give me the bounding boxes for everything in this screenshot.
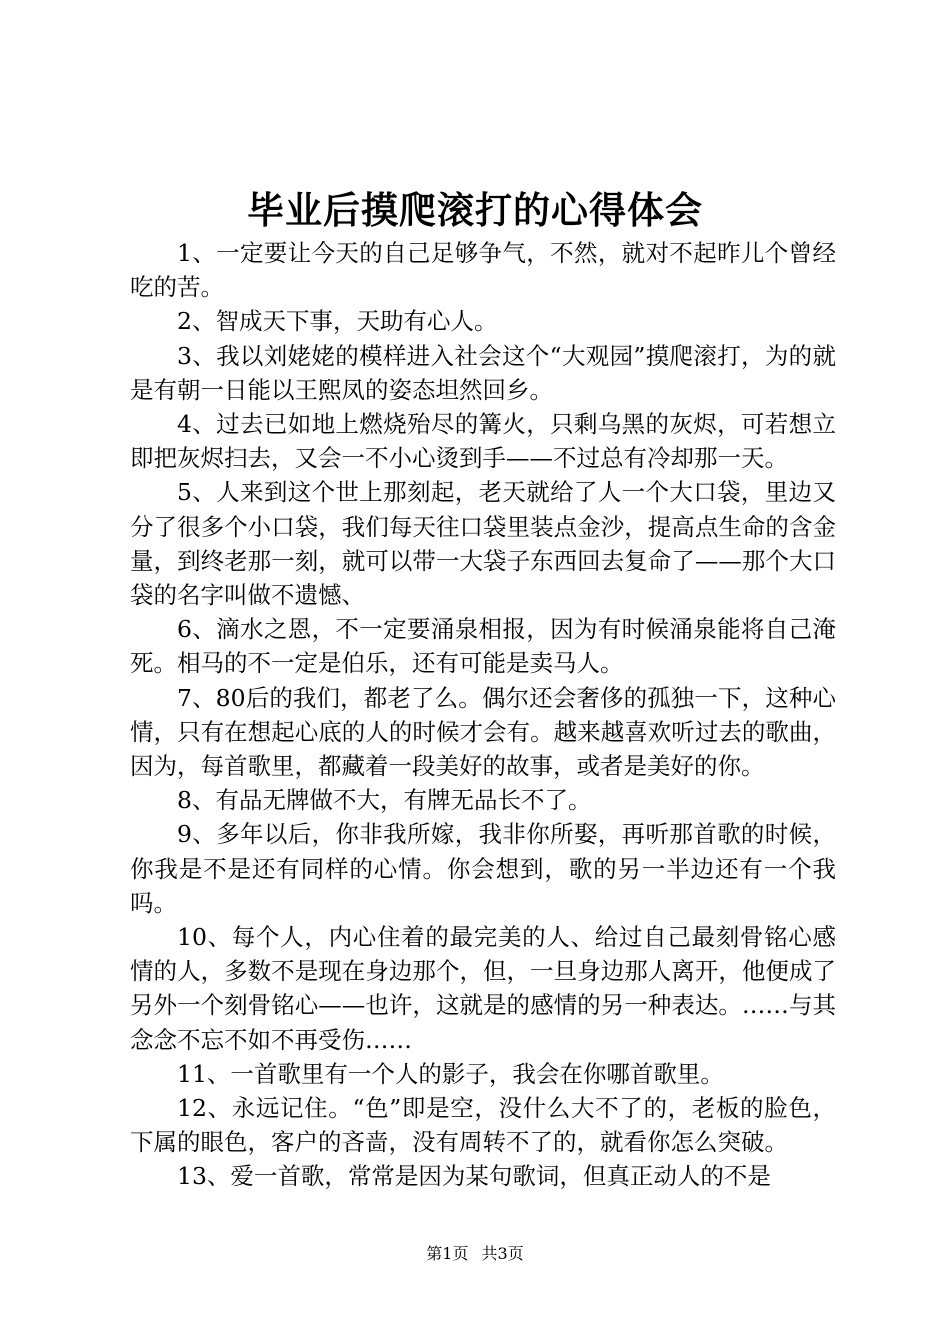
paragraph-7: 7、80后的我们，都老了么。偶尔还会奢侈的孤独一下，这种心情，只有在想起心底的人的时候才会有。越来越喜欢听过去的歌曲，因为，每首歌里，都藏着一段美好的故事，或者是美好的你。 bbox=[130, 683, 836, 781]
document-title: 毕业后摸爬滚打的心得体会 bbox=[247, 188, 703, 232]
paragraph-9: 9、多年以后，你非我所嫁，我非你所娶，再听那首歌的时候，你我是不是还有同样的心情。你会想到，歌的另一半边还有一个我吗。 bbox=[130, 820, 836, 917]
paragraph-2: 2、智成天下事，天助有心人。 bbox=[177, 307, 498, 336]
paragraph-10: 10、每个人，内心住着的最完美的人、给过自己最刻骨铭心感情的人，多数不是现在身边那个，但，一旦身边那人离开，他便成了另外一个刻骨铭心——也许，这就是的感情的另一种表达。……与其念念不忘不如不再受伤…… bbox=[130, 923, 836, 1054]
paragraph-11: 11、一首歌里有一个人的影子，我会在你哪首歌里。 bbox=[177, 1059, 724, 1088]
paragraph-4: 4、过去已如地上燃烧殆尽的篝火，只剩乌黑的灰烬，可若想立即把灰烬扫去，又会一不小心烫到手——不过总有冷却那一天。 bbox=[130, 410, 836, 473]
paragraph-12: 12、永远记住。“色”即是空，没什么大不了的，老板的脸色，下属的眼色，客户的吝啬，没有周转不了的，就看你怎么突破。 bbox=[130, 1094, 836, 1157]
document-body bbox=[130, 236, 836, 1194]
paragraph-8: 8、有品无牌做不大，有牌无品长不了。 bbox=[177, 786, 592, 815]
page-total: 共3页 bbox=[481, 1244, 524, 1263]
page-number: 第1页 bbox=[426, 1244, 469, 1263]
paragraph-1: 1、一定要让今天的自己足够争气，不然，就对不起昨儿个曾经吃的苦。 bbox=[130, 239, 836, 302]
paragraph-6: 6、滴水之恩，不一定要涌泉相报，因为有时候涌泉能将自己淹死。相马的不一定是伯乐，还有可能是卖马人。 bbox=[130, 615, 836, 678]
paragraph-3: 3、我以刘姥姥的模样进入社会这个“大观园”摸爬滚打，为的就是有朝一日能以王熙凤的姿态坦然回乡。 bbox=[130, 341, 836, 404]
page-footer bbox=[0, 1242, 950, 1266]
paragraph-5: 5、人来到这个世上那刻起，老天就给了人一个大口袋，里边又分了很多个小口袋，我们每天往口袋里装点金沙，提高点生命的含金量，到终老那一刻，就可以带一大袋子东西回去复命了——那个大口袋的名字叫做不遗憾、 bbox=[130, 478, 836, 610]
paragraph-13: 13、爱一首歌，常常是因为某句歌词，但真正动人的不是 bbox=[177, 1162, 771, 1191]
